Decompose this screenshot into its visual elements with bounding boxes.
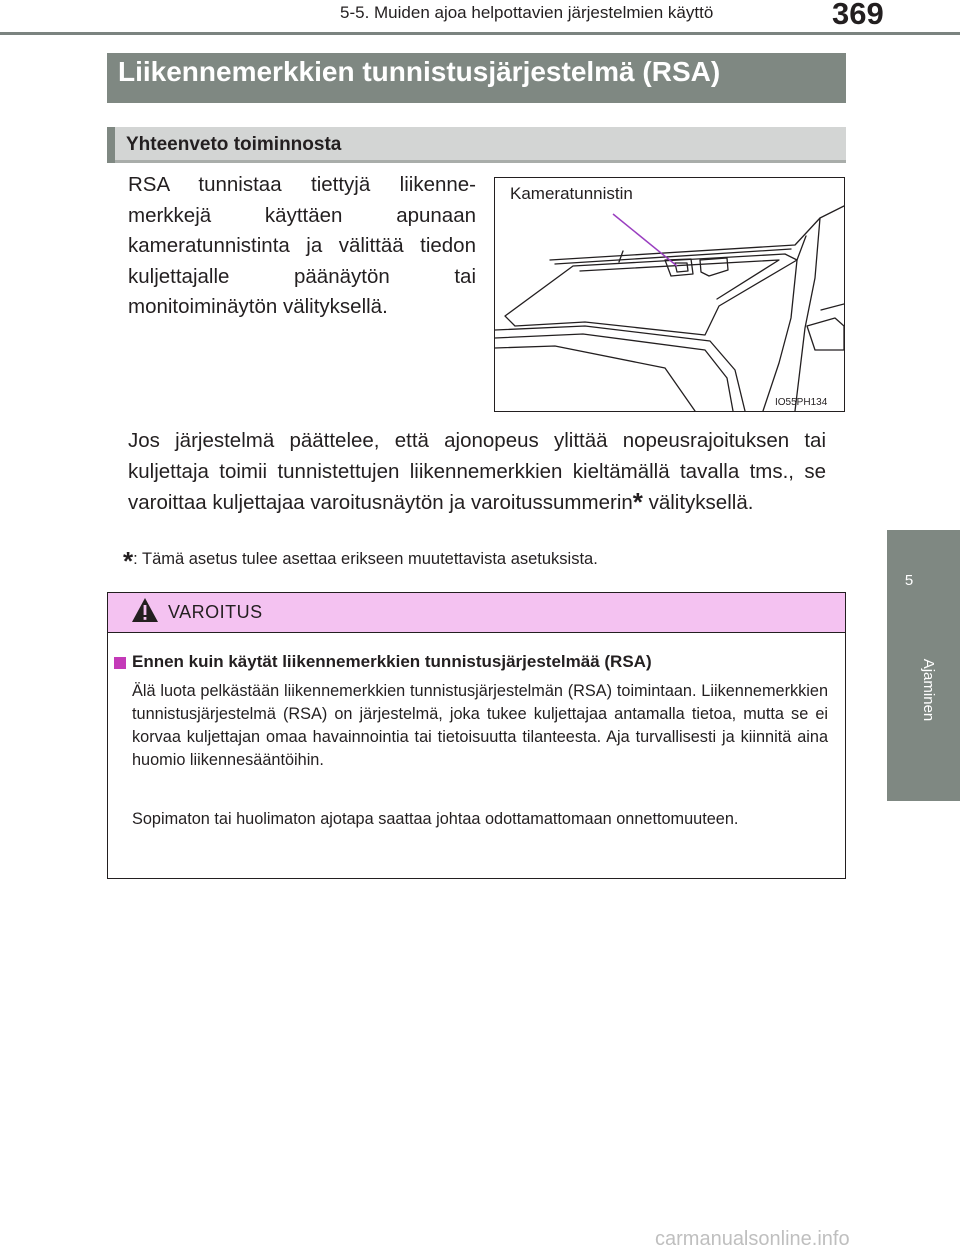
warning-triangle-icon (131, 597, 159, 623)
footnote (123, 546, 598, 577)
windshield-camera-illustration (495, 178, 844, 411)
footnote-star: * (123, 546, 134, 576)
main-paragraph-text: Jos järjestelmä päättelee, että ajonopeus ylittää nopeusrajoituksen tai kuljettaja toimii tunnistettujen liikennemerkkien kieltämällä tavalla tms., se varoittaa kuljettajaa varoitusnäytön ja varoitussummerin (128, 429, 826, 514)
intro-paragraph: RSA tunnistaa tiettyjä liikennemerkkejä käyttäen apunaan kameratunnistinta ja välittää tiedon kuljettajalle päänäytön tai monitoiminäytön välityksellä. (128, 173, 476, 318)
header-rule (0, 32, 960, 35)
chapter-name: Ajaminen (920, 658, 937, 722)
subheading-accent (107, 127, 115, 163)
warning-paragraph-2: Sopimaton tai huolimaton ajotapa saattaa johtaa odottamattomaan onnettomuuteen. (132, 810, 739, 828)
footnote-marker: * (632, 487, 643, 517)
footnote-text: : Tämä asetus tulee asettaa erikseen muutettavista asetuksista. (133, 550, 598, 568)
subheading: Yhteenveto toiminnosta (126, 134, 342, 155)
main-paragraph-end: välityksellä. (642, 491, 754, 514)
warning-subheading: Ennen kuin käytät liikennemerkkien tunnistusjärjestelmää (RSA) (132, 652, 652, 671)
page-number: 369 (832, 0, 884, 31)
main-paragraph (128, 425, 826, 518)
figure-callout-label: Kameratunnistin (510, 184, 633, 203)
warning-bullet-square (114, 657, 126, 669)
running-header-section: 5-5. Muiden ajoa helpottavien järjestelmien käyttö (340, 3, 714, 22)
warning-paragraph-1: Älä luota pelkästään liikennemerkkien tunnistusjärjestelmän (RSA) toimintaan. Liikennemerkkien tunnistusjärjestelmä (RSA) on järjestelmä, joka tukee kuljettajaa antamalla tietoa, mutta se ei korvaa kuljettajan omaa havainnointia tai tietoisuutta tilanteesta. Aja turvallisesti ja kiinnitä aina huomio liikennesääntöihin. (132, 682, 828, 769)
warning-title: VAROITUS (168, 602, 263, 622)
watermark: carmanualsonline.info (655, 1228, 850, 1250)
page-title: Liikennemerkkien tunnistusjärjestelmä (RSA) (118, 56, 721, 87)
chapter-number: 5 (904, 572, 914, 589)
figure-code: IO55PH134 (775, 397, 828, 408)
